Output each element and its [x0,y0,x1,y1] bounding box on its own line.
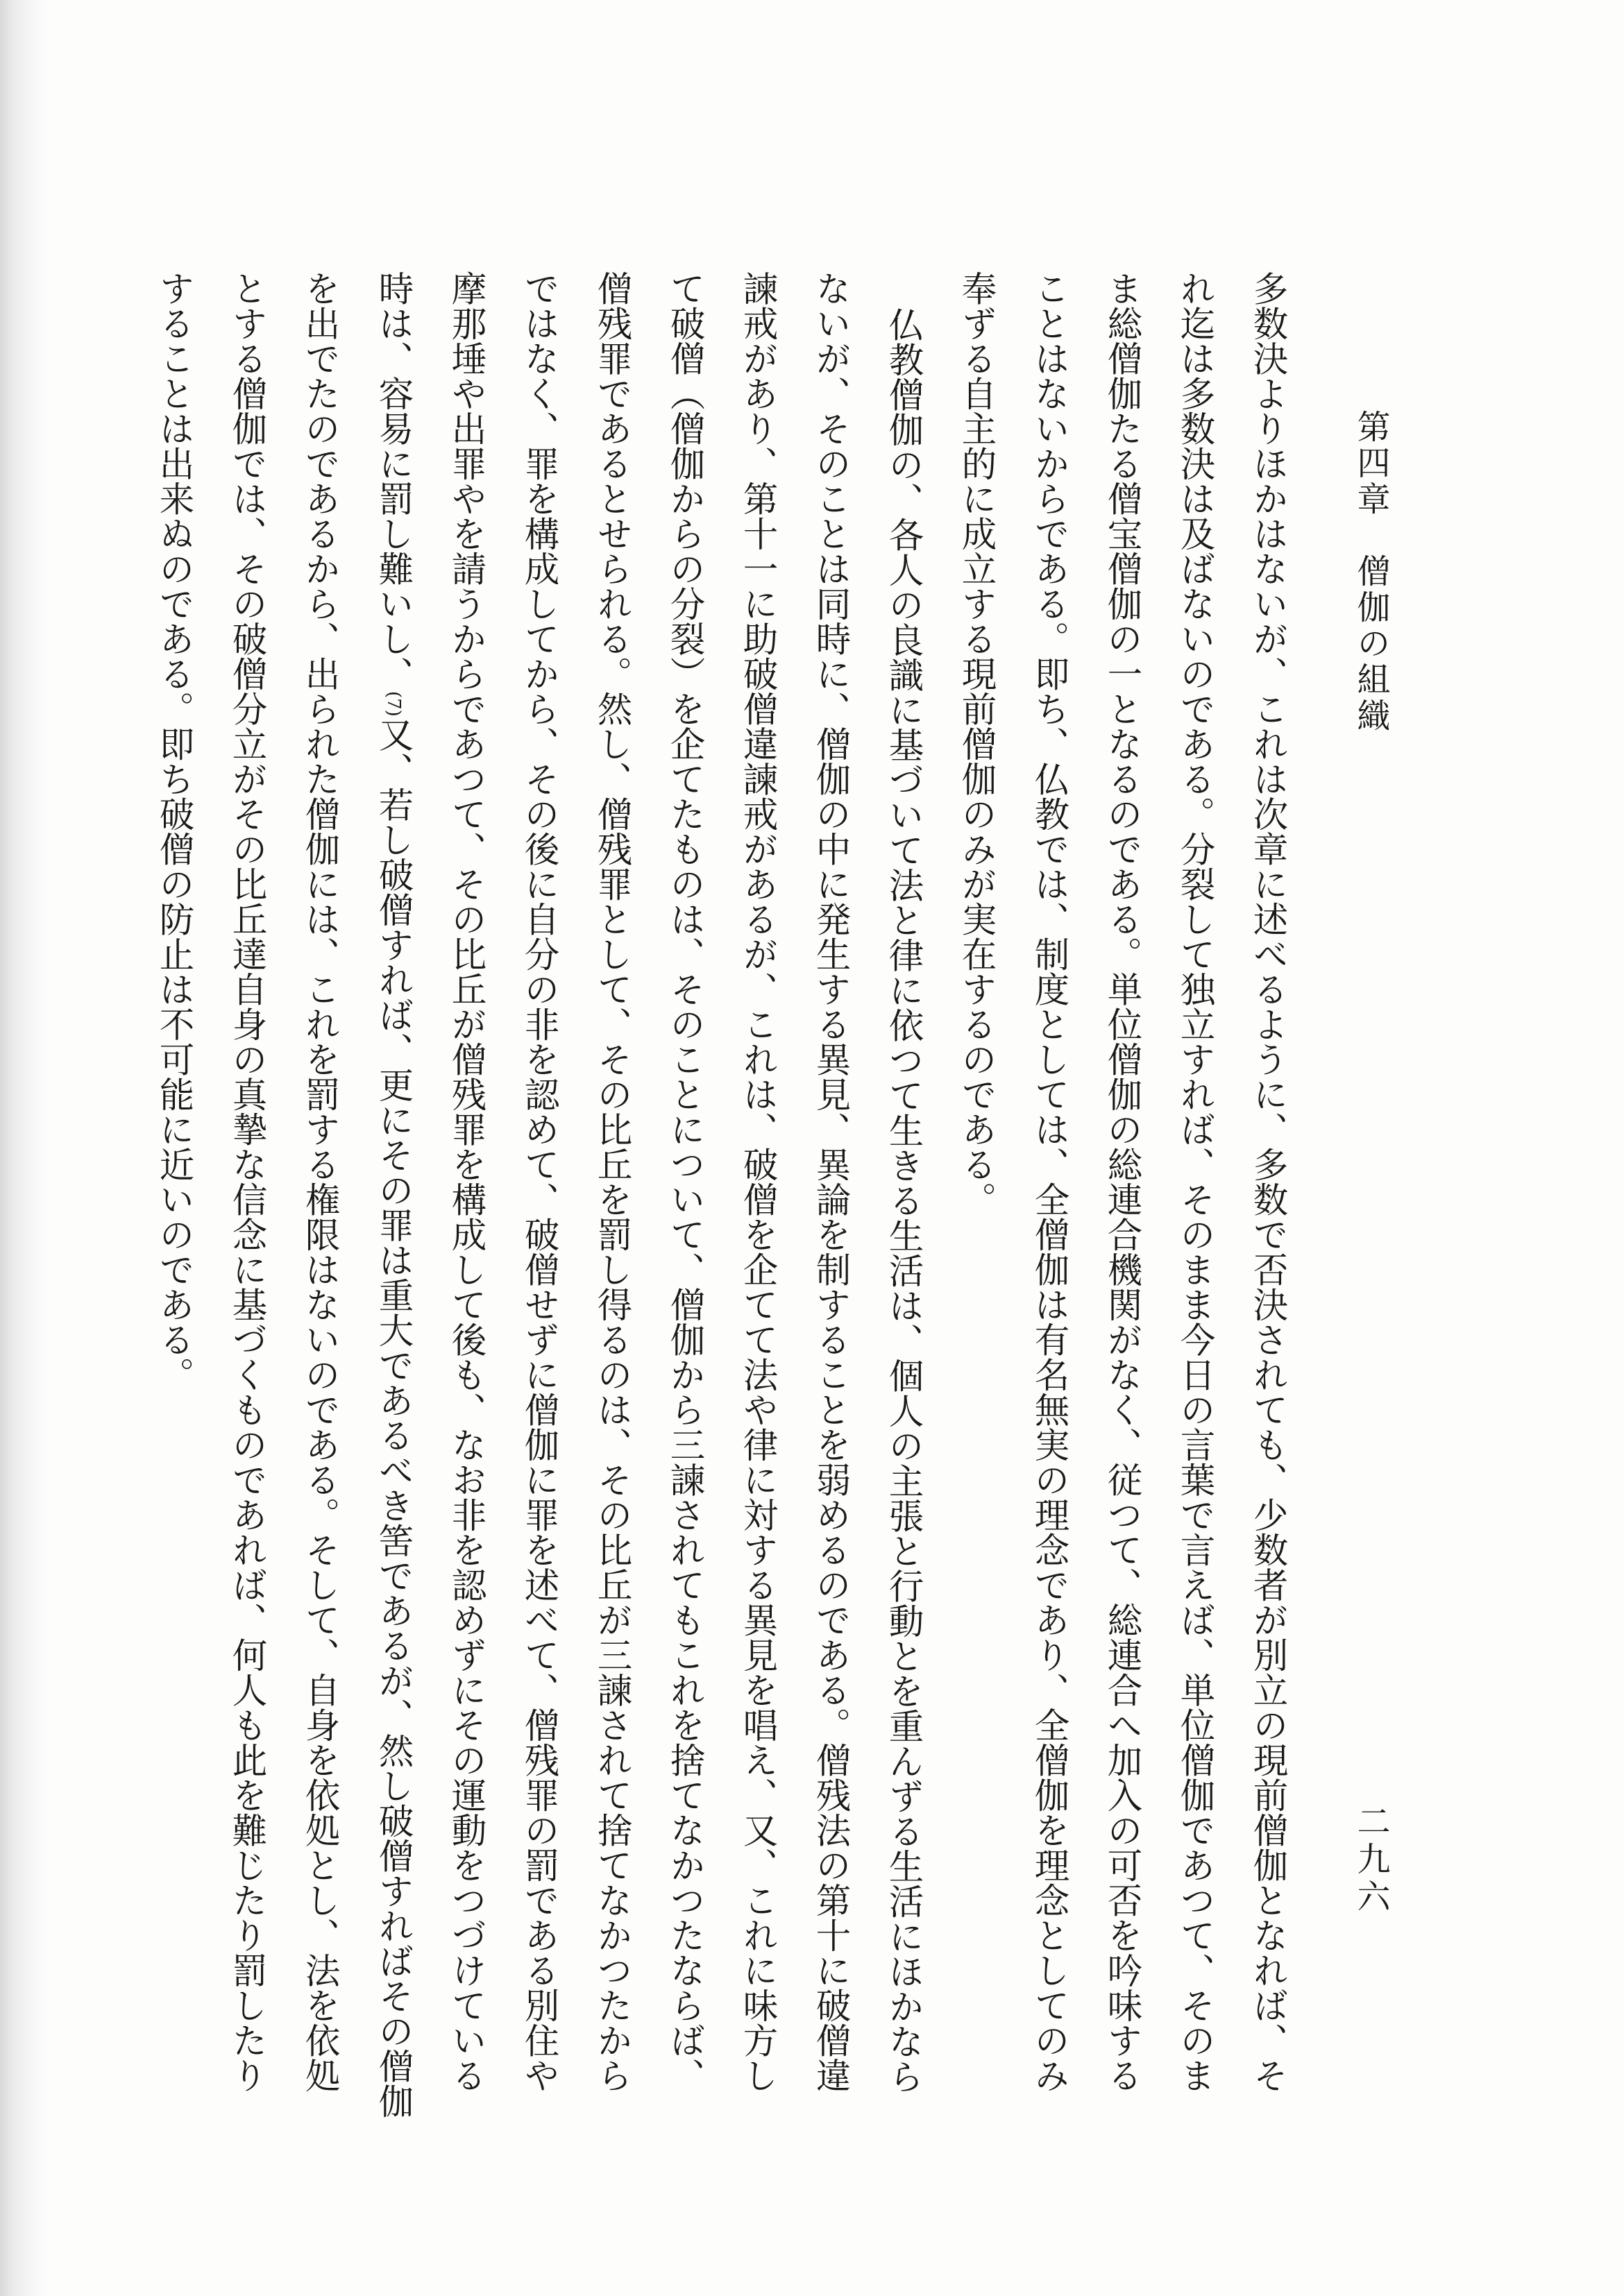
text-line: 摩那埵や出罪やを請うからであつて、その比丘が僧残罪を構成して後も、なお非を認めずにその運動をつづけている [446,271,487,2093]
text-line: ないが、そのことは同時に、僧伽の中に発生する異見、異論を制することを弱めるのである。僧残法の第十に破僧違 [811,271,852,2093]
scan-edge [0,0,49,2296]
paragraph-start-line: 仏教僧伽の、各人の良識に基づいて法と律に依つて生きる生活は、個人の主張と行動とを重んずる生活にほかなら [883,307,924,2094]
note-reference: (7) [383,691,404,717]
text-line: て破僧（僧伽からの分裂）を企てたものは、そのことについて、僧伽から三諫されてもこれを捨てなかつたならば、 [665,271,706,2093]
text-line: とする僧伽では、その破僧分立がその比丘達自身の真摯な信念に基づくものであれば、何人も此を難じたり罰したり [227,271,268,2093]
text-line: 奉ずる自主的に成立する現前僧伽のみが実在するのである。 [956,271,997,1217]
text-line: 多数決よりほかはないが、これは次章に述べるように、多数で否決されても、少数者が別立の現前僧伽となれば、そ [1248,271,1289,2093]
text-line: ことはないからである。即ち、仏教では、制度としては、全僧伽は有名無実の理念であり、全僧伽を理念としてのみ [1029,271,1070,2093]
body-text [154,271,1305,2118]
running-head: 第四章 僧伽の組織 [1351,409,1390,734]
text-line: を出でたのであるから、出られた僧伽には、これを罰する権限はないのである。そして、自身を依処とし、法を依処 [300,271,341,2093]
text-line: ま総僧伽たる僧宝僧伽の一となるのである。単位僧伽の総連合機関がなく、従つて、総連合へ加入の可否を吟味する [1102,271,1143,2093]
text-line-with-note [357,271,430,2118]
page-number: 二九六 [1351,1804,1390,1916]
text-line: 諫戒があり、第十一に助破僧違諫戒があるが、これは、破僧を企てて法や律に対する異見を唱え、又、これに味方し [738,271,779,2093]
text-line: 僧残罪であるとせられる。然し、僧残罪として、その比丘を罰し得るのは、その比丘が三諫されて捨てなかつたから [592,271,633,2093]
text-line: することは出来ぬのである。即ち破僧の防止は不可能に近いのである。 [154,271,195,1392]
text-line: ではなく、罪を構成してから、その後に自分の非を認めて、破僧せずに僧伽に罪を述べて、僧残罪の罰である別住や [519,271,560,2093]
text-line-segment: 時は、容易に罰し難いし、 [373,271,414,691]
text-line: れ迄は多数決は及ばないのである。分裂して独立すれば、そのまま今日の言葉で言えば、単位僧伽であつて、そのま [1175,271,1216,2093]
text-line-segment: 又、若し破僧すれば、更にその罪は重大であるべき筈であるが、然し破僧すればその僧伽 [373,716,414,2118]
